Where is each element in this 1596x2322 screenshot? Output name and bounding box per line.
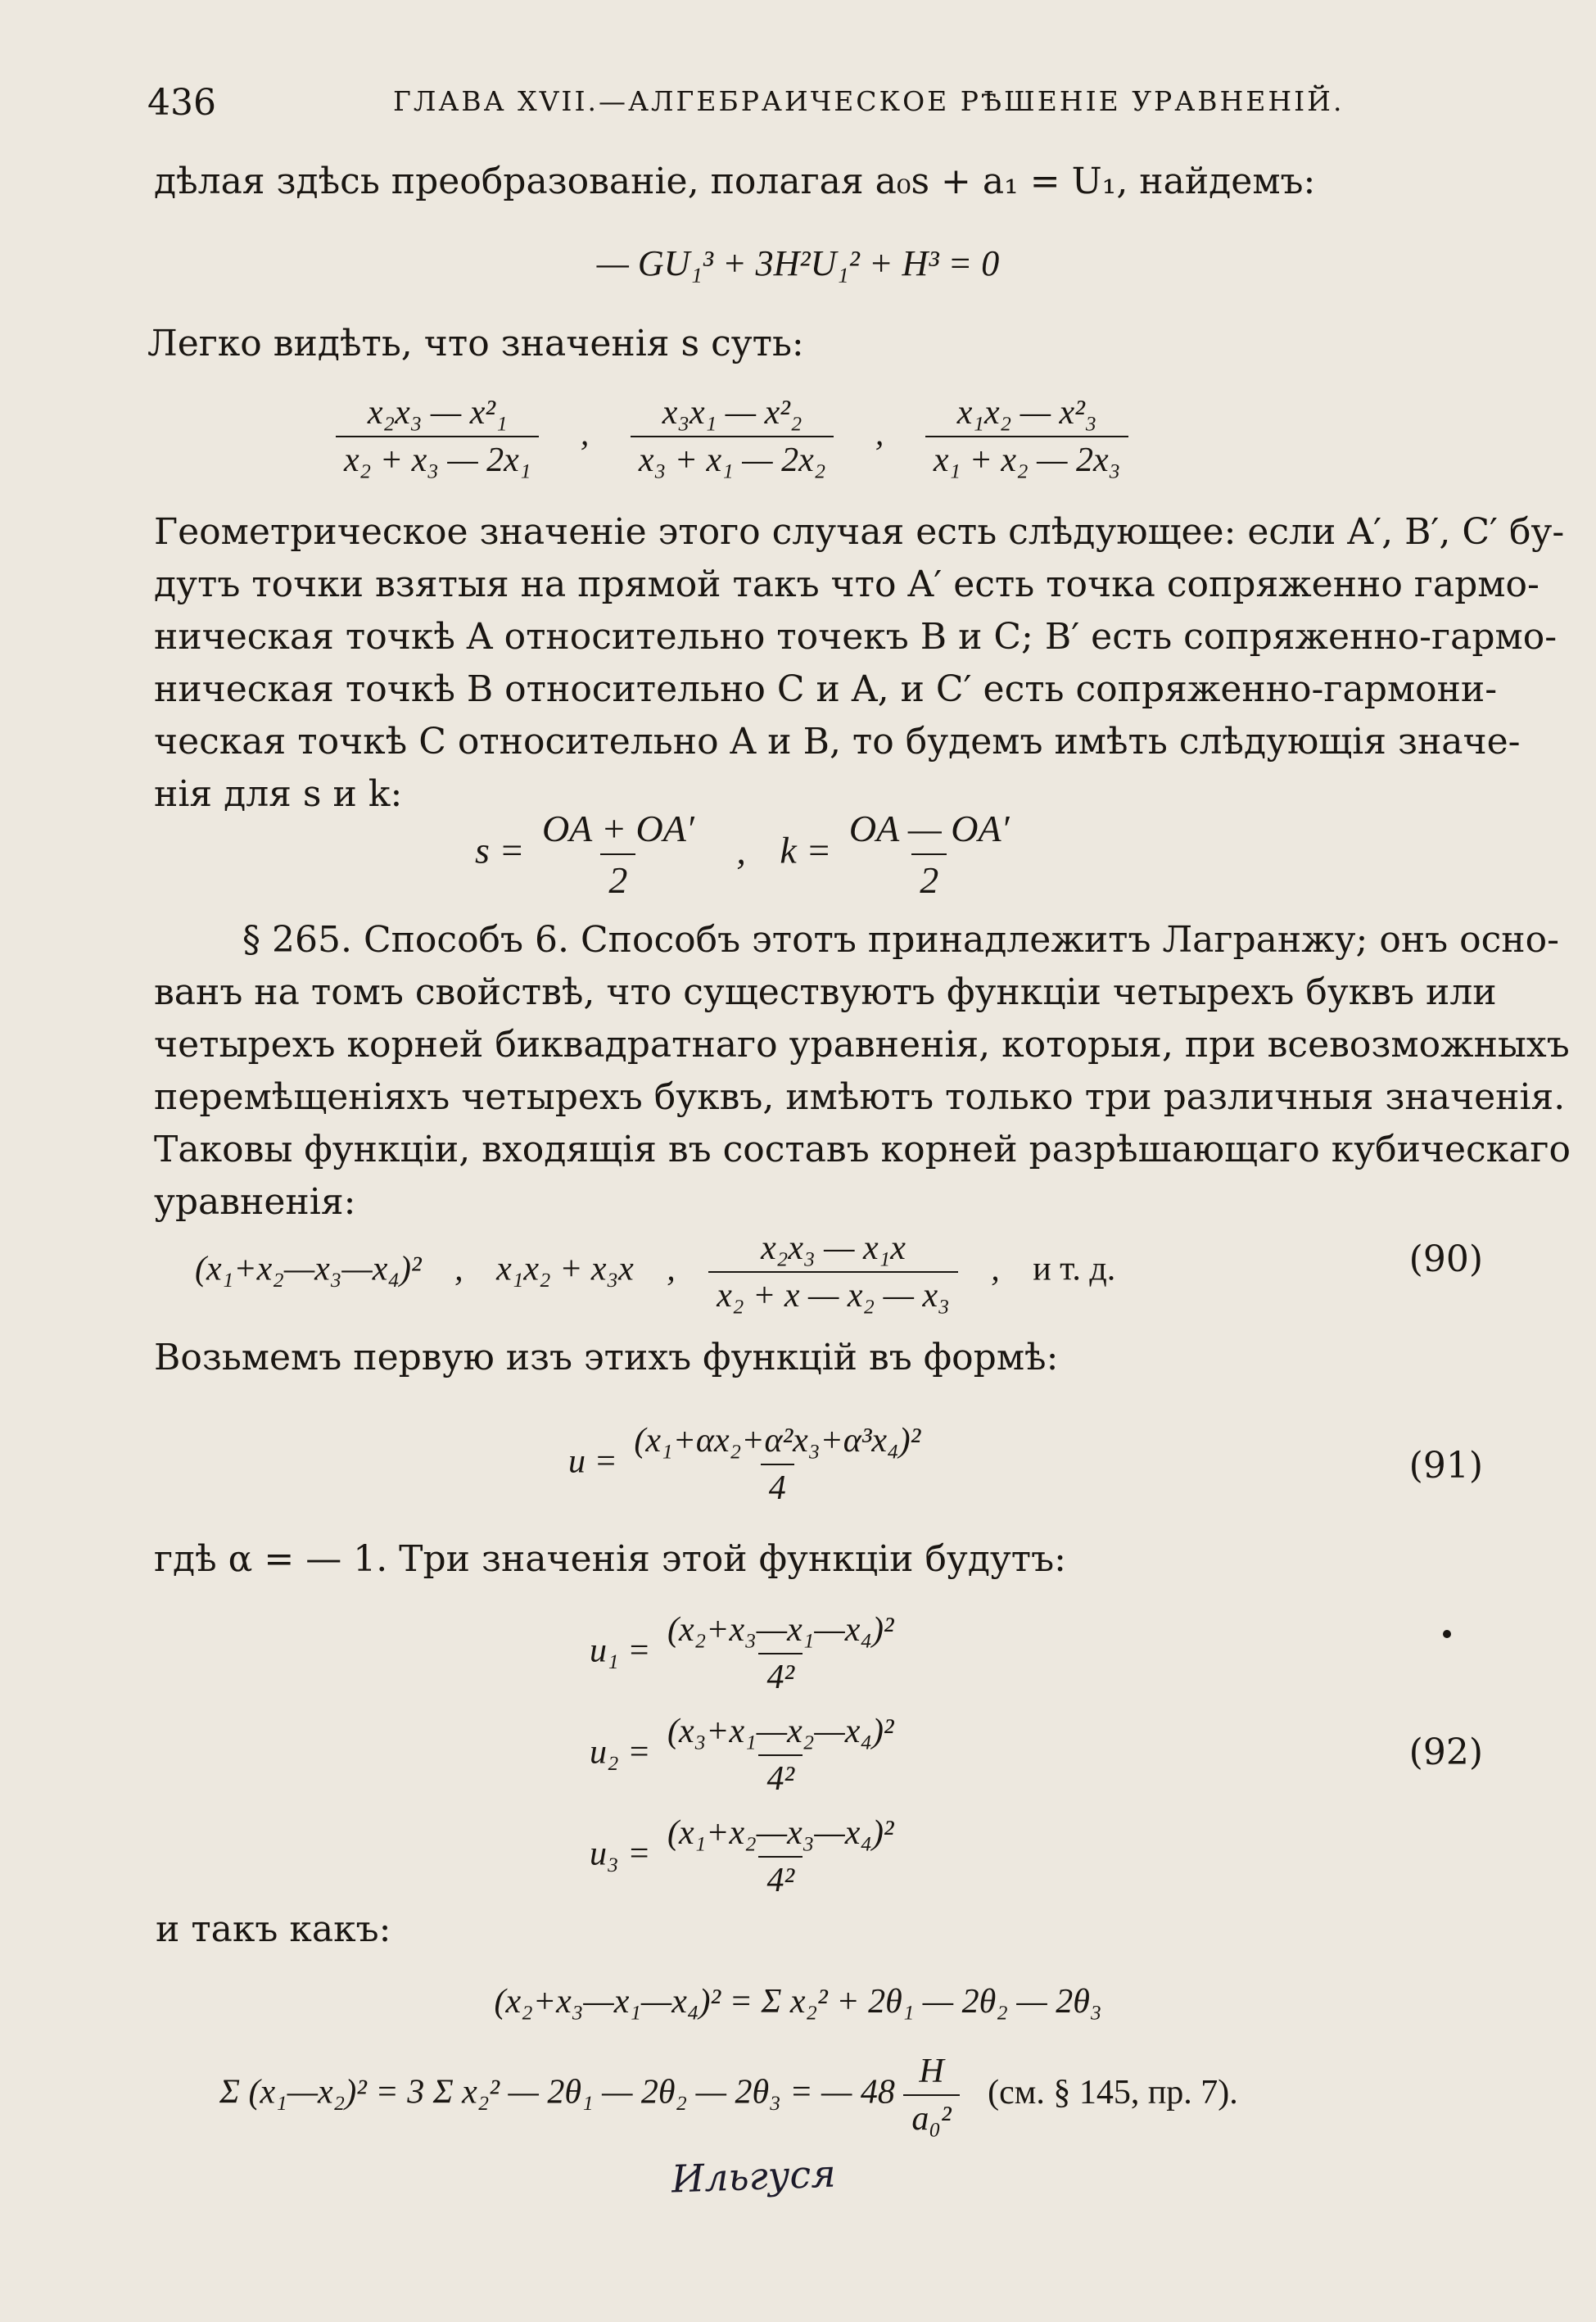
k-eq-fraction: $\frac{OA — OA'}{2}$ <box>848 808 1010 901</box>
text-line-s-values: Легко видѣть, что значенія s суть: <box>147 323 804 364</box>
paragraph-line: нія для s и k: <box>154 773 403 815</box>
equation-cubic: — GU₁³ + 3H²U₁² + H³ = 0 <box>596 243 1000 283</box>
paragraph-geometric-meaning <box>154 506 1565 821</box>
paragraph-line: ческая точкѣ C относительно A и B, то будемъ имѣть слѣдующія значе- <box>154 721 1521 763</box>
paragraph-line: Таковы функціи, входящія въ составъ корней разрѣшающаго кубическаго <box>154 1129 1571 1170</box>
ink-dot-mark <box>1443 1630 1451 1638</box>
equation-number-91: (91) <box>1408 1445 1483 1487</box>
paragraph-line: ванъ на томъ свойствѣ, что существуютъ функціи четырехъ буквъ или <box>154 971 1497 1013</box>
eq90-function-1: (x₁+x₂—x₃—x₄)² <box>195 1250 422 1288</box>
text-line-take-first: Возьмемъ первую изъ этихъ функцій въ формѣ: <box>154 1337 1059 1378</box>
equation-sum-1: (x₂+x₃—x₁—x₄)² = Σ x₂² + 2θ₁ — 2θ₂ — 2θ₃ <box>494 1983 1102 2021</box>
s-value-fraction-3: $\frac{\text{x₁x₂ — x²₃}}{\text{x₁ + x₂ — 2x₃}}$ <box>925 393 1128 480</box>
s-k-equations: s = $\frac{OA + OA'}{2}$ , k = $\frac{OA — OA'}{2}$ <box>475 807 1018 902</box>
eq91-fraction: $\frac{\text{(x₁+αx₂+α²x₃+α³x₄)²}}{4}$ <box>634 1422 921 1507</box>
equation-sum-2 <box>219 2052 1238 2139</box>
k-eq-lhs: k = <box>780 829 832 871</box>
paragraph-line: § 265. Способъ 6. Способъ этотъ принадлежитъ Лагранжу; онъ осно- <box>242 919 1559 961</box>
eq92-u3-fraction: $\frac{\text{(x₁+x₂—x₃—x₄)²}}{\text{4²}}$ <box>667 1814 894 1899</box>
eq92-u2-lhs: u₂ = <box>590 1733 651 1772</box>
eq92-u1-lhs: u₁ = <box>590 1632 651 1670</box>
handwritten-signature: Ильгуся <box>671 2151 837 2202</box>
s-eq-lhs: s = <box>475 829 525 871</box>
eq90-fraction: $\frac{\text{x₂x₃ — x₁x}}{\text{x₂ + x — x₂ — x₃}}$ <box>708 1229 957 1315</box>
paragraph-line: Геометрическое значеніе этого случая есть слѣдующее: если A′, B′, C′ бу- <box>154 511 1565 553</box>
s-values-row: $\frac{\text{x₂x₃ — x²₁}}{\text{x₂ + x₃ — 2x₁}}$ , $\frac{\text{x₃x₁ — x²₂}}{\text{x₃ + x₁ — 2x₂}}$ , $\frac{\text{x₁x₂ — x²₃}}{\text{x₁ + x₂ — 2x₃}}$ <box>336 393 1128 480</box>
paragraph-line: дутъ точки взятыя на прямой такъ что A′ есть точка сопряженно гармо- <box>154 564 1539 605</box>
equation-number-90: (90) <box>1408 1238 1483 1280</box>
equation-90: (x₁+x₂—x₃—x₄)² , x₁x₂ + x₃x , $\frac{\text{x₂x₃ — x₁x}}{\text{x₂ + x — x₂ — x₃}}$ , и т. д. <box>195 1229 1116 1315</box>
paragraph-line: ническая точкѣ A относительно точекъ B и C; B′ есть сопряженно-гармо- <box>154 616 1558 658</box>
paragraph-line: ническая точкѣ B относительно C и A, и C′ есть сопряженно-гармони- <box>154 668 1498 710</box>
s-eq-fraction: $\frac{OA + OA'}{2}$ <box>541 808 694 901</box>
eq-sum2-fraction: $\frac{H}{\text{a₀²}}$ <box>903 2052 959 2139</box>
text-line-since: и такъ какъ: <box>156 1908 391 1950</box>
s-value-fraction-1: $\frac{\text{x₂x₃ — x²₁}}{\text{x₂ + x₃ — 2x₁}}$ <box>336 393 539 480</box>
eq-sum2-reference: (см. § 145, пр. 7). <box>988 2073 1238 2112</box>
eq91-lhs: u = <box>568 1442 617 1481</box>
equation-92-u2 <box>590 1712 902 1799</box>
equation-92-u1 <box>590 1610 902 1697</box>
equation-number-92: (92) <box>1408 1731 1483 1773</box>
eq90-etc: и т. д. <box>1033 1250 1116 1288</box>
page-header <box>0 82 1596 131</box>
text-line-alpha: гдѣ α = — 1. Три значенія этой функціи будутъ: <box>154 1538 1066 1580</box>
equation-91 <box>568 1421 929 1508</box>
paragraph-line: перемѣщеніяхъ четырехъ буквъ, имѣютъ только три различныя значенія. <box>154 1076 1566 1118</box>
eq92-u3-lhs: u₃ = <box>590 1835 651 1873</box>
equation-92-u3 <box>590 1813 902 1900</box>
s-value-fraction-2: $\frac{\text{x₃x₁ — x²₂}}{\text{x₃ + x₁ — 2x₂}}$ <box>631 393 834 480</box>
eq90-function-2: x₁x₂ + x₃x <box>496 1250 634 1288</box>
paragraph-265 <box>154 914 1571 1229</box>
paragraph-line: уравненія: <box>154 1181 356 1223</box>
page-number: 436 <box>147 82 216 124</box>
eq-sum2-lhs: Σ (x₁—x₂)² = 3 Σ x₂² — 2θ₁ — 2θ₂ — 2θ₃ = — 48 <box>219 2073 895 2112</box>
paragraph-line: четырехъ корней биквадратнаго уравненія, которыя, при всевозможныхъ <box>154 1024 1570 1066</box>
eq92-u1-fraction: $\frac{\text{(x₂+x₃—x₁—x₄)²}}{\text{4²}}$ <box>667 1611 894 1696</box>
running-title: ГЛАВА XVII.—АЛГЕБРАИЧЕСКОЕ РѢШЕНІЕ УРАВНЕНІЙ. <box>393 85 1345 117</box>
text-line-transformation: дѣлая здѣсь преобразованіе, полагая a₀s + a₁ = U₁, найдемъ: <box>154 161 1316 202</box>
eq92-u2-fraction: $\frac{\text{(x₃+x₁—x₂—x₄)²}}{\text{4²}}$ <box>667 1713 894 1798</box>
